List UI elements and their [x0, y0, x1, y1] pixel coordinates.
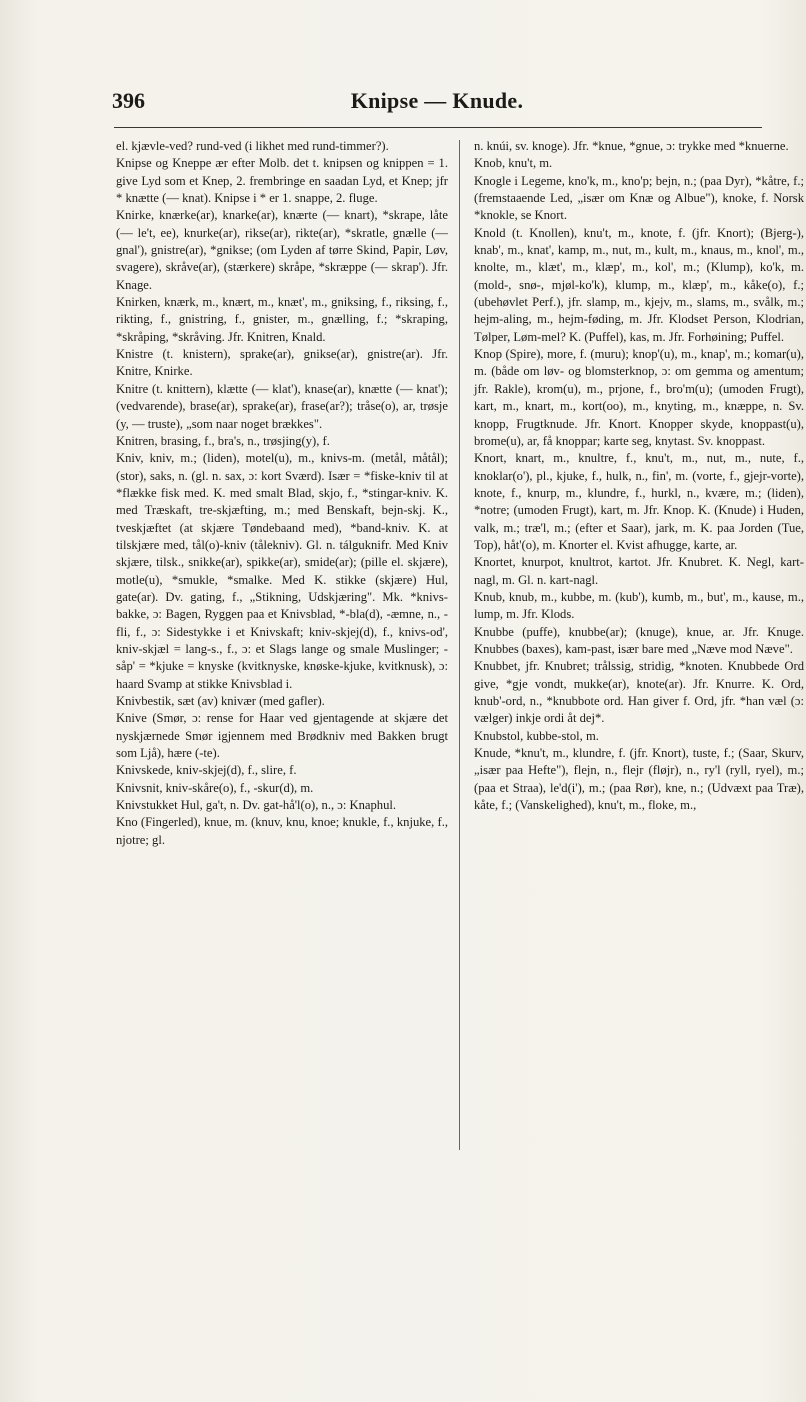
entry-knubstol: Knubstol, kubbe-stol, m. [474, 728, 599, 743]
entry-knubbet: Knubbet, jfr. Knubret; trålssig, stridig, *knoten. Knubbede Ord give, *gje vondt, mukke(ar), knote(ar). Jfr. Knurre. K. Ord, knub'-ord, n., *knubbote ord. Han giver f. Ord, jfr. *han væl (ɔ: vælger) inkje ordi åt dej*. [474, 659, 804, 726]
entry-knubbe: Knubbe (puffe), knubbe(ar); (knuge), knue, ar. Jfr. Knuge. Knubbes (baxes), kam-past, især bare med „Næve mod Næve". [474, 624, 804, 656]
entry-knop: Knop (Spire), more, f. (muru); knop'(u), m., knap', m.; komar(u), m. (både om løv- og blomsterknop, ɔ: om gemma og amentum; jfr. Rakle), krom(u), m., prjone, f., bro'm(u); (umoden Frugt), kart, m., knart, m., kort(oo), m., knyting, m., knæppe, n. Sv. knopp, Frugtknude. Jfr. Knort. Knopper skyde, knoppast(u), brome(u), ar, få knoppar; karte seg, knytast. Sv. knoppast. [474, 347, 804, 448]
entry-knive: Knive (Smør, ɔ: rense for Haar ved gjentagende at skjære det nyskjærnede Smør igjennem med Brødkniv med Bakken brugt som Ljå), hære (-te). [116, 711, 448, 761]
entry-knirken: Knirken, knærk, m., knært, m., knæt', m., gniksing, f., riksing, f., rikting, f., gnistring, f., gnister, m., gnælling, f.; *skraping, *skråping, *skråving. Jfr. Knitren, Knald. [116, 295, 448, 344]
entry-knude: Knude, *knu't, m., klundre, f. (jfr. Knort), tuste, f.; (Saar, Skurv, „især paa Hefte"), flejn, n., flejr (fløjr), n., ry'l (ryll, ryel), m.; (paa et Straa), le'd(i'), m.; (paa Rør), kne, n.; (Udvæxt paa Træ), kåte, f.; (Vanskelighed), knu't, m., floke, m., [474, 746, 804, 813]
entry-continuation: n. knúi, sv. knoge). Jfr. *knue, *gnue, ɔ: trykke med *knuerne. [474, 139, 789, 153]
entry-knogle: Knogle i Legeme, kno'k, m., kno'p; bejn, n.; (paa Dyr), *kåtre, f.; (fremstaaende Led, „især om Knæ og Albue"), knoke, f. Norsk *knokle, se Knort. [474, 173, 804, 223]
page-header [112, 88, 762, 118]
entry-knirke: Knirke, knærke(ar), knarke(ar), knærte (— knart), *skrape, låte (— le't, ee), knurke(ar), rikse(ar), rikte(ar), *skratle, gnælle (— gnal'), gnistre(ar), *gnikse; (om Lyden af tørre Skind, Papir, Løv, svagere), skråve(ar), (stærkere) skråpe, *skræppe (— skrap'). Jfr. Knage. [116, 208, 448, 292]
entry-knortet: Knortet, knurpot, knultrot, kartot. Jfr. Knubret. K. Negl, kart-nagl, m. Gl. n. kart-nagl. [474, 555, 804, 587]
header-rule [114, 127, 762, 128]
column-divider [459, 140, 460, 1150]
entry-knipse: Knipse og Kneppe ær efter Molb. det t. knipsen og knippen = 1. give Lyd som et Knep, 2. frembringe en saadan Lyd, et Knep; jfr * knætte (— knat). Knipse i * er 1. snappe, 2. fluge. [116, 156, 448, 206]
right-column [474, 138, 804, 814]
page-number: 396 [112, 88, 145, 113]
entry-knold: Knold (t. Knollen), knu't, m., knote, f. (jfr. Knort); (Bjerg-), knab', m., knat', kamp, m., nut, m., kult, m., knaus, m., knol', m., knolte, m., klæt', m., klæp', m., kol', m.; (Klump), ko'k, m. (mold-, snø-, mjøl-ko'k), klump, m., klæp', m., kåke(o), f.; (ubehøvlet Perf.), jfr. slamp, m., kjejv, m., slams, m., svålk, m.; hejm-aling, m., hejm-føding, m. Jfr. Klodset Person, Klodrian, Tølper, Løm-mel? K. (Puffel), kas, m. Jfr. Forhøining; Puffel. [474, 225, 804, 344]
entry-kno: Kno (Fingerled), knue, m. (knuv, knu, knoe; knukle, f., knjuke, f., njotre; gl. [116, 815, 448, 847]
entry-continuation: el. kjævle-ved? rund-ved (i likhet med rund-timmer?). [116, 139, 389, 153]
entry-knivstukket-hul: Knivstukket Hul, ga't, n. Dv. gat-hå'l(o), n., ɔ: Knaphul. [116, 798, 397, 813]
entry-knivskede: Knivskede, kniv-skjej(d), f., slire, f. [116, 763, 297, 778]
entry-knub: Knub, knub, m., kubbe, m. (kub'), kumb, m., but', m., kause, m., lump, m. Jfr. Klods. [474, 589, 804, 622]
entry-knitren: Knitren, brasing, f., bra's, n., trøsjing(y), f. [116, 433, 330, 448]
entry-kniv: Kniv, kniv, m.; (liden), motel(u), m., knivs-m. (metål, måtål); (stor), saks, n. (gl. n. sax, ɔ: kort Sværd). Især = *fiske-kniv til at *flække fisk med. K. med smalt Blad, skjo, f., *stingar-kniv. K. med Træskaft, tre-skjæfting, m.; med Benskaft, bejn-skj. K., tveskjæftet (at skjære Tøndebaand med), *band-kniv. K. at tilskjære med, tål(o)-kniv (tålekniv). Gl. n. tálguknifr. Med Kniv skjære, tilsk., snikke(ar), spikke(ar), smide(ar); (pille el. skjære), motle(u), *smukle, *smalke. Med K. stikke (skjære) Hul, gate(ar). Dv. gating, f., „Stikning, Udskjæring". Mk. *knivs-bakke, ɔ: Bagen, Ryggen paa et Knivsblad, *-bla(d), -æmne, n., -fli, f., ɔ: Sidestykke i et Knivskaft; kniv-skjej(d), f., knivs-od', kniv-skjæl = lang-s., f., ɔ: et Slags lange og smale Muslinger; -såp' = *kjuke = knyske (kvitknyske, knøske-kjuke, kvitknusk), ɔ: haard Svamp at stikke Knivsblad i. [116, 451, 448, 691]
left-column [116, 138, 448, 849]
entry-knistre: Knistre (t. knistern), sprake(ar), gnikse(ar), gnistre(ar). Jfr. Knitre, Knirke. [116, 347, 448, 379]
entry-knort: Knort, knart, m., knultre, f., knu't, m., nut, m., nute, f., knoklar(o'), pl., kjuke, f., hulk, n., fin', m. (vorte, f., gjejr-vorte), knote, f., knurp, m., klundre, f., hurkl, n., kvære, m.; (liden), *notre; (umoden Frugt), kart, m. Jfr. Knop. K. (Knude) i Huden, valk, m.; træ'l, m.; (efter et Saar), jark, m. K. paa Jorden (Tue, Top), håt'(o), m. Knorter el. Kvist afhugge, karte, ar. [474, 451, 804, 552]
entry-knitre: Knitre (t. knittern), klætte (— klat'), knase(ar), knætte (— knat'); (vedvarende), brase(ar), sprake(ar), frase(ar?); tråse(o), ar, trøsje (y, — truste), „som naar noget brækkes". [116, 381, 448, 431]
entry-knivbestik: Knivbestik, sæt (av) knivær (med gafler). [116, 694, 325, 708]
entry-knivsnit: Knivsnit, kniv-skåre(o), f., -skur(d), m. [116, 780, 314, 795]
entry-knob: Knob, knu't, m. [474, 156, 553, 171]
running-head: Knipse — Knude. [350, 88, 524, 113]
